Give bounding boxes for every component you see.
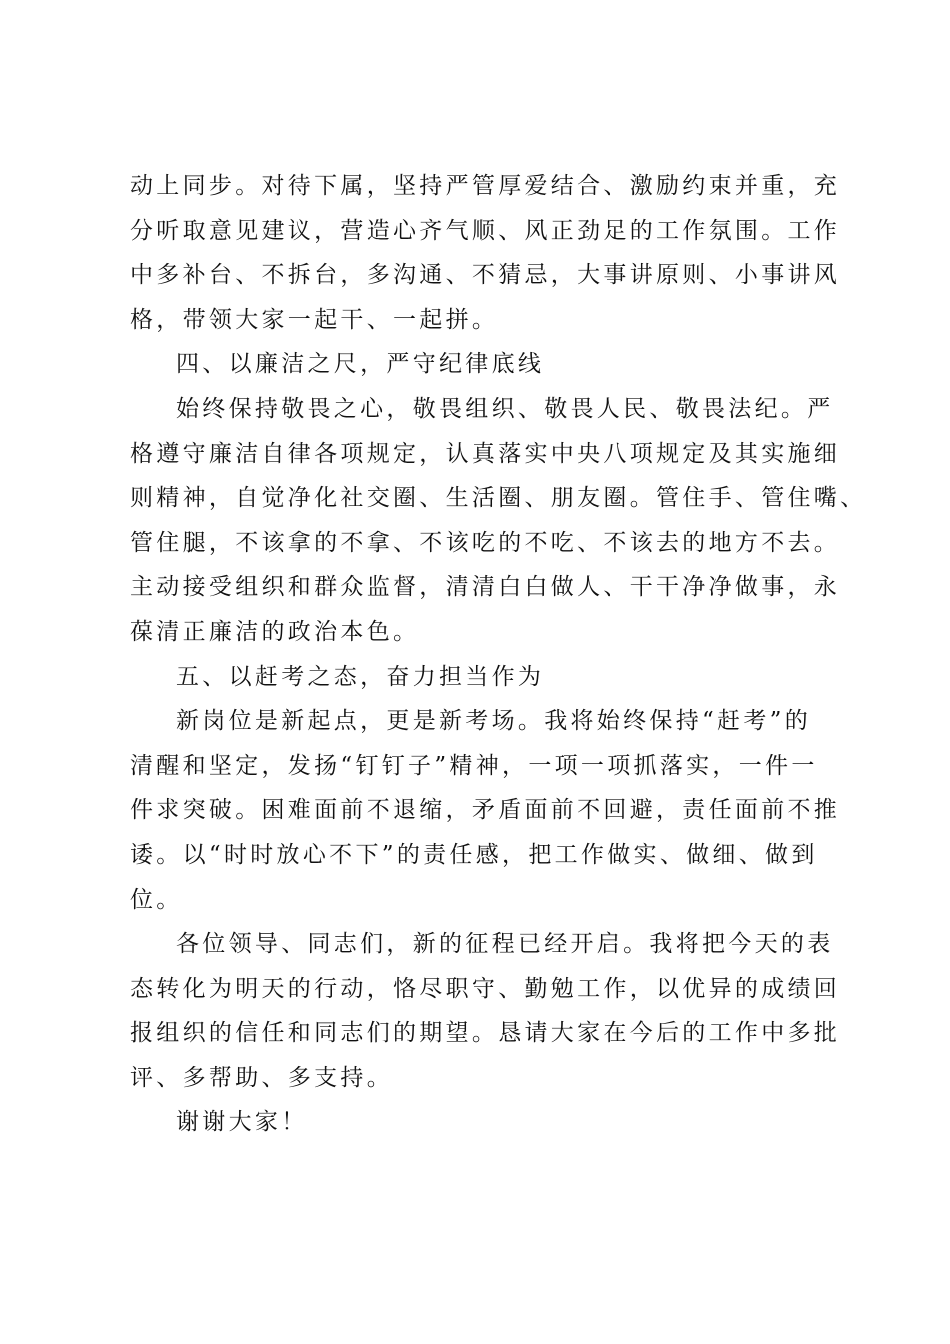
section-heading-4: 四、以廉洁之尺，严守纪律底线: [176, 351, 545, 378]
body-text-line: 各位领导、同志们，新的征程已经开启。我将把今天的表: [176, 931, 834, 958]
closing-line: 谢谢大家！: [176, 1109, 308, 1136]
document-body: [130, 164, 867, 1145]
section-heading-5: 五、以赶考之态，奋力担当作为: [176, 663, 545, 690]
body-text-line: 分听取意见建议，营造心齐气顺、风正劲足的工作氛围。工作: [130, 217, 841, 244]
body-text-line: 中多补台、不拆台，多沟通、不猜忌，大事讲原则、小事讲风: [130, 262, 841, 289]
body-text-line: 位。: [130, 886, 183, 913]
body-text-line: 则精神，自觉净化社交圈、生活圈、朋友圈。管住手、管住嘴、: [130, 485, 867, 512]
body-text-line: 主动接受组织和群众监督，清清白白做人、干干净净做事，永: [130, 574, 841, 601]
body-text-line: 清醒和坚定，发扬“钉钉子”精神，一项一项抓落实，一件一: [130, 752, 818, 779]
body-text-line: 态转化为明天的行动，恪尽职守、勤勉工作，以优异的成绩回: [130, 975, 841, 1002]
body-text-line: 葆清正廉洁的政治本色。: [130, 618, 420, 645]
body-text-line: 动上同步。对待下属，坚持严管厚爱结合、激励约束并重，充: [130, 173, 841, 199]
body-text-line: 格，带领大家一起干、一起拼。: [130, 306, 499, 333]
body-text-line: 诿。以“时时放心不下”的责任感，把工作做实、做细、做到: [130, 841, 818, 868]
body-text-line: 新岗位是新起点，更是新考场。我将始终保持“赶考”的: [176, 708, 812, 735]
body-text-line: 格遵守廉洁自律各项规定，认真落实中央八项规定及其实施细: [130, 440, 841, 467]
body-text-line: 评、多帮助、多支持。: [130, 1064, 393, 1091]
body-text-line: 件求突破。困难面前不退缩，矛盾面前不回避，责任面前不推: [130, 797, 841, 824]
body-text-line: 管住腿，不该拿的不拿、不该吃的不吃、不该去的地方不去。: [130, 529, 841, 556]
body-text-line: 报组织的信任和同志们的期望。恳请大家在今后的工作中多批: [130, 1020, 841, 1047]
body-text-line: 始终保持敬畏之心，敬畏组织、敬畏人民、敬畏法纪。严: [176, 395, 834, 422]
